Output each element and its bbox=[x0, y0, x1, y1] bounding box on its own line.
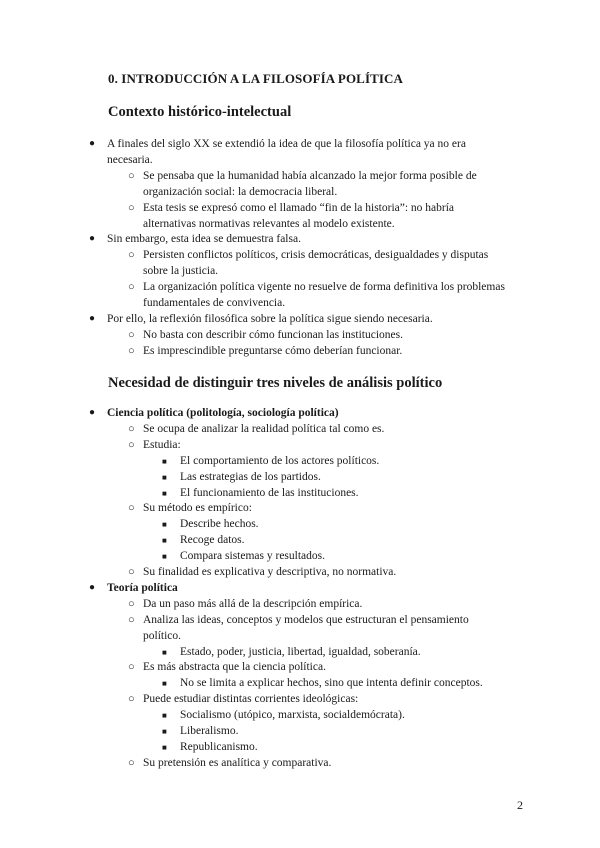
list-item-text: Compara sistemas y resultados. bbox=[180, 550, 326, 563]
list-item-text: Es más abstracta que la ciencia política. bbox=[143, 661, 326, 674]
page-number: 2 bbox=[517, 798, 523, 812]
bullet-marker-level2: ○ bbox=[128, 249, 135, 262]
bullet-marker-level2: ○ bbox=[128, 201, 135, 214]
bullet-marker-level3: ■ bbox=[162, 456, 167, 466]
list-item-text: No basta con describir cómo funcionan las instituciones. bbox=[143, 328, 403, 341]
list-item-text: alternativas normativas relevantes al modelo existente. bbox=[143, 217, 395, 230]
list-item-text: sobre la justicia. bbox=[143, 265, 219, 278]
bullet-marker-level2: ○ bbox=[128, 661, 135, 674]
bullet-marker-level3: ■ bbox=[162, 711, 167, 721]
list-item-text: necesaria. bbox=[107, 153, 153, 166]
list-item-text: Es imprescindible preguntarse cómo deberían funcionar. bbox=[143, 344, 403, 357]
list-item-text: Describe hechos. bbox=[180, 518, 259, 531]
list-item-text: Estudia: bbox=[143, 438, 181, 451]
list-item-text: político. bbox=[143, 629, 182, 642]
bullet-marker-level1: ● bbox=[89, 233, 96, 245]
list-item-text: Su método es empírico: bbox=[143, 502, 252, 515]
list-item-text: Esta tesis se expresó como el llamado “fin de la historia”: no habría bbox=[143, 201, 455, 214]
list-item-text: Liberalismo. bbox=[180, 725, 239, 737]
bullet-marker-level1: ● bbox=[89, 407, 96, 418]
bullet-marker-level3: ■ bbox=[162, 488, 167, 498]
bullet-marker-level2: ○ bbox=[128, 281, 135, 294]
bullet-marker-level1: ● bbox=[89, 138, 96, 149]
bullet-marker-level3: ■ bbox=[162, 742, 167, 752]
list-item-text: Sin embargo, esta idea se demuestra falsa. bbox=[107, 233, 301, 246]
bullet-marker-level2: ○ bbox=[128, 613, 135, 626]
list-item-text: Puede estudiar distintas corrientes ideológicas: bbox=[143, 693, 359, 706]
list-item-text: Socialismo (utópico, marxista, socialdemócrata). bbox=[180, 709, 405, 722]
list-item-text: Republicanismo. bbox=[180, 740, 258, 753]
list-item-text: Su finalidad es explicativa y descriptiva, no normativa. bbox=[143, 566, 397, 578]
document-title: 0. INTRODUCCIÓN A LA FILOSOFÍA POLÍTICA bbox=[108, 71, 404, 86]
list-item-text: fundamentales de convivencia. bbox=[143, 297, 286, 309]
bullet-marker-level3: ■ bbox=[162, 679, 167, 689]
list-item-text: Por ello, la reflexión filosófica sobre la política sigue siendo necesaria. bbox=[107, 312, 433, 325]
list-item-text: Se ocupa de analizar la realidad política tal como es. bbox=[143, 422, 385, 435]
list-item-text: La organización política vigente no resuelve de forma definitiva los problemas bbox=[143, 281, 505, 294]
bullet-marker-level2: ○ bbox=[128, 693, 135, 706]
bullet-marker-level3: ■ bbox=[162, 536, 167, 546]
section-heading: Contexto histórico-intelectual bbox=[108, 104, 292, 120]
list-item-text: No se limita a explicar hechos, sino que intenta definir conceptos. bbox=[180, 677, 483, 690]
bullet-marker-level3: ■ bbox=[162, 472, 167, 482]
bullet-marker-level2: ○ bbox=[128, 756, 135, 769]
list-item-text: Teoría política bbox=[107, 581, 178, 594]
list-item-text: Se pensaba que la humanidad había alcanzado la mejor forma posible de bbox=[143, 169, 477, 182]
bullet-marker-level2: ○ bbox=[128, 344, 135, 357]
bullet-marker-level3: ■ bbox=[162, 727, 167, 736]
bullet-marker-level3: ■ bbox=[162, 647, 167, 657]
bullet-marker-level2: ○ bbox=[128, 169, 135, 182]
section-heading: Necesidad de distinguir tres niveles de análisis político bbox=[108, 375, 443, 391]
bullet-marker-level2: ○ bbox=[128, 422, 135, 435]
list-item-text: El comportamiento de los actores políticos. bbox=[180, 454, 380, 467]
bullet-marker-level2: ○ bbox=[128, 566, 135, 578]
list-item-text: Su pretensión es analítica y comparativa. bbox=[143, 756, 332, 769]
list-item-text: Estado, poder, justicia, libertad, igualdad, soberanía. bbox=[180, 645, 421, 658]
list-item-text: Persisten conflictos políticos, crisis democráticas, desigualdades y disputas bbox=[143, 249, 489, 262]
list-item-text: A finales del siglo XX se extendió la idea de que la filosofía política ya no era bbox=[107, 138, 466, 150]
list-item-text: Las estrategias de los partidos. bbox=[180, 470, 321, 483]
list-item-text: organización social: la democracia liberal. bbox=[143, 185, 338, 198]
bullet-marker-level1: ● bbox=[89, 312, 96, 324]
bullet-marker-level2: ○ bbox=[128, 502, 135, 515]
bullet-marker-level2: ○ bbox=[128, 438, 135, 451]
bullet-marker-level3: ■ bbox=[162, 552, 167, 562]
bullet-marker-level2: ○ bbox=[128, 597, 135, 610]
list-item-text: Analiza las ideas, conceptos y modelos que estructuran el pensamiento bbox=[143, 613, 469, 626]
bullet-marker-level1: ● bbox=[89, 581, 96, 593]
list-item-text: Recoge datos. bbox=[180, 534, 245, 547]
list-item-text: Ciencia política (politología, sociología política) bbox=[107, 407, 339, 419]
list-item-text: Da un paso más allá de la descripción empírica. bbox=[143, 597, 363, 610]
bullet-marker-level2: ○ bbox=[128, 328, 135, 341]
bullet-marker-level3: ■ bbox=[162, 520, 167, 530]
list-item-text: El funcionamiento de las instituciones. bbox=[180, 486, 359, 499]
